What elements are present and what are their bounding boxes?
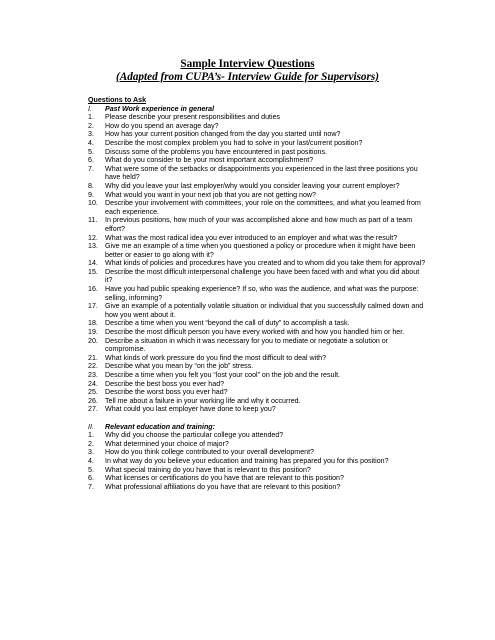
- question-text: What would you want in your next job that you are not getting now?: [105, 190, 316, 199]
- section-spacer: [88, 414, 428, 423]
- question-text: What kinds of policies and procedures have you created and to whom did you take them for approval?: [105, 259, 426, 268]
- list-item: [88, 259, 428, 268]
- question-text: What was the most radical idea you ever introduced to an employer and what was the result?: [105, 233, 398, 242]
- list-item: [88, 388, 428, 397]
- question-text: What determined your choice of major?: [105, 439, 229, 448]
- question-text: Describe a time when you felt you “lost your cool” on the job and the result.: [105, 371, 341, 379]
- section-heading-past-work: [88, 105, 428, 114]
- question-number: 22.: [88, 362, 98, 371]
- question-number: 10.: [88, 199, 98, 208]
- question-number: 4.: [88, 456, 94, 465]
- question-number: 7.: [88, 482, 94, 491]
- question-text: What were some of the setbacks or disappointments you experienced in the last three positions you have held?: [105, 164, 418, 182]
- page-title: Sample Interview Questions: [180, 58, 315, 70]
- question-text: What licenses or certifications do you have that are relevant to this position?: [105, 474, 344, 483]
- list-item: [88, 139, 428, 148]
- list-item: [88, 242, 428, 259]
- question-text: Describe the best boss you ever had?: [105, 379, 225, 388]
- document-body: [88, 96, 428, 491]
- list-item: [88, 362, 428, 371]
- list-item: [88, 431, 428, 440]
- list-item: [88, 285, 428, 302]
- question-text: Why did you choose the particular college you attended?: [105, 431, 284, 440]
- title-block: [0, 58, 495, 84]
- section-title: Past Work experience in general: [105, 104, 215, 113]
- question-text: What could you last employer have done to keep you?: [105, 405, 276, 414]
- question-number: 3.: [88, 130, 94, 139]
- question-number: 1.: [88, 431, 94, 440]
- list-item: [88, 234, 428, 243]
- question-number: 23.: [88, 371, 98, 379]
- section-title: Relevant education and training:: [105, 422, 215, 431]
- question-number: 13.: [88, 242, 98, 251]
- question-text: In previous positions, how much of your was accomplished alone and how much as part of a team effort?: [105, 216, 413, 233]
- question-number: 8.: [88, 181, 94, 190]
- question-number: 4.: [88, 138, 94, 147]
- question-text: How has your current position changed from the day you started until now?: [105, 130, 341, 139]
- question-text: Describe a time when you went “beyond the call of duty” to accomplish a task.: [105, 319, 350, 328]
- question-text: What do you consider to be your most important accomplishment?: [105, 156, 314, 165]
- question-text: Describe the most difficult person you have every worked with and how you handled him or her.: [105, 328, 405, 337]
- list-item: [88, 182, 428, 191]
- question-number: 20.: [88, 336, 98, 345]
- list-item: [88, 405, 428, 414]
- question-number: 6.: [88, 156, 94, 165]
- question-number: 25.: [88, 388, 98, 397]
- question-text: Discuss some of the problems you have encountered in past positions.: [105, 147, 327, 156]
- list-item: [88, 448, 428, 457]
- list-item: [88, 466, 428, 475]
- list-item: [88, 302, 428, 319]
- question-number: 5.: [88, 147, 94, 156]
- list-item: [88, 371, 428, 380]
- question-text: Tell me about a failure in your working life and why it occurred.: [105, 396, 301, 405]
- questions-label: Questions to Ask: [88, 96, 147, 104]
- question-number: 1.: [88, 113, 94, 122]
- question-text: In what way do you believe your education and training has prepared you for this position?: [105, 456, 389, 465]
- list-item: [88, 354, 428, 363]
- question-text: Describe the worst boss you ever had?: [105, 388, 228, 397]
- question-list-past-work: [88, 113, 428, 414]
- list-item: [88, 319, 428, 328]
- question-number: 3.: [88, 448, 94, 457]
- question-text: Describe your involvement with committees, your role on the committees, and what you learned from each experience.: [105, 199, 421, 216]
- question-number: 26.: [88, 396, 98, 405]
- question-text: Give me an example of a time when you questioned a policy or procedure when it might have been better or easier to go along with it?: [105, 242, 416, 259]
- list-item: [88, 156, 428, 165]
- question-number: 2.: [88, 121, 94, 130]
- list-item: [88, 440, 428, 449]
- list-item: [88, 474, 428, 483]
- question-text: Describe what you mean by “on the job” stress.: [105, 362, 254, 371]
- question-text: What professional affiliations do you have that are relevant to this position?: [105, 482, 341, 491]
- list-item: [88, 380, 428, 389]
- page-subtitle: (Adapted from CUPA’s- Interview Guide for Supervisors): [116, 71, 379, 83]
- list-item: [88, 457, 428, 466]
- list-item: [88, 130, 428, 139]
- question-number: 24.: [88, 379, 98, 388]
- question-text: Why did you leave your last employer/why would you consider leaving your current employer?: [105, 181, 400, 190]
- question-text: How do you spend an average day?: [105, 121, 219, 130]
- question-text: Describe the most difficult interpersonal challenge you have been faced with and what you did about it?: [105, 267, 420, 285]
- question-number: 6.: [88, 474, 94, 483]
- section-numeral: II.: [88, 422, 94, 431]
- list-item: [88, 122, 428, 131]
- question-text: What special training do you have that is relevant to this position?: [105, 465, 311, 474]
- question-list-education: [88, 431, 428, 491]
- list-item: [88, 199, 428, 216]
- list-item: [88, 148, 428, 157]
- list-item: [88, 191, 428, 200]
- question-text: Describe the most complex problem you had to solve in your last/current position?: [105, 138, 363, 147]
- list-item: [88, 216, 428, 233]
- question-text: Give an example of a potentially volatile situation or individual that you successfully calmed down and how you went about it.: [105, 302, 424, 319]
- question-text: Have you had public speaking experience? If so, who was the audience, and what was the purpose: selling, informing?: [105, 285, 419, 302]
- question-number: 5.: [88, 465, 94, 474]
- question-number: 7.: [88, 164, 94, 173]
- section-heading-education: [88, 423, 428, 432]
- list-item: [88, 328, 428, 337]
- question-number: 11.: [88, 216, 98, 225]
- list-item: [88, 113, 428, 122]
- question-number: 14.: [88, 259, 98, 268]
- question-number: 21.: [88, 353, 98, 362]
- list-item: [88, 397, 428, 406]
- question-number: 12.: [88, 233, 98, 242]
- list-item: [88, 483, 428, 492]
- question-number: 9.: [88, 190, 94, 199]
- question-number: 2.: [88, 439, 94, 448]
- question-number: 15.: [88, 267, 98, 276]
- question-number: 16.: [88, 285, 98, 294]
- list-item: [88, 337, 428, 354]
- list-item: [88, 268, 428, 285]
- list-item: [88, 165, 428, 182]
- question-number: 18.: [88, 319, 98, 328]
- question-text: Please describe your present responsibilities and duties: [105, 113, 281, 122]
- question-text: Describe a situation in which it was necessary for you to mediate or negotiate a solution or compromise.: [105, 336, 389, 354]
- question-number: 17.: [88, 302, 98, 311]
- question-text: What kinds of work pressure do you find the most difficult to deal with?: [105, 353, 327, 362]
- question-text: How do you think college contributed to your overall development?: [105, 448, 314, 457]
- section-numeral: I.: [88, 104, 92, 113]
- question-number: 27.: [88, 405, 98, 414]
- question-number: 19.: [88, 328, 98, 337]
